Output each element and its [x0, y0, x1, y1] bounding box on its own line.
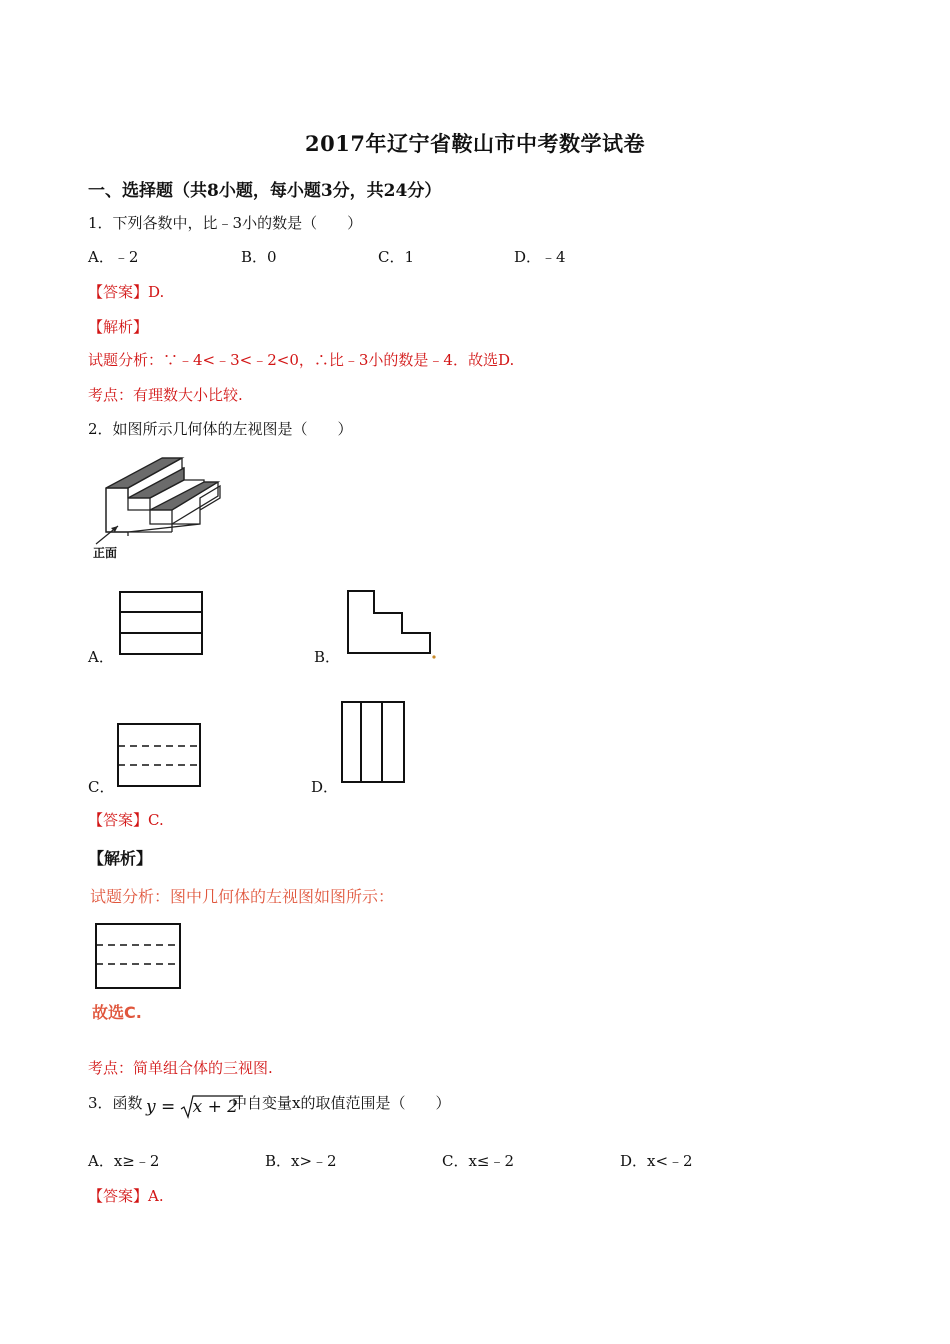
- q3-option-b: B．x>﹣2: [265, 1152, 337, 1170]
- q1-answer: 【答案】D.: [88, 283, 165, 301]
- section-heading: 一、选择题（共8小题，每小题3分，共24分）: [88, 181, 442, 201]
- option-c-dashed-rect: [116, 722, 202, 788]
- q1-stem: 1．下列各数中，比﹣3小的数是（ ）: [88, 214, 363, 232]
- q2-analysis-label: 【解析】: [88, 849, 153, 868]
- option-d-vertical-strips: [340, 700, 406, 784]
- q2-kaodian: 考点：简单组合体的三视图.: [88, 1059, 273, 1077]
- q2-option-b-label: B．: [314, 648, 341, 666]
- q2-conclusion: 故选C.: [92, 1003, 142, 1022]
- q2-option-a-label: A．: [88, 648, 114, 666]
- q3-option-a: A．x≥﹣2: [88, 1152, 160, 1170]
- q2-option-c-label: C．: [88, 778, 115, 796]
- formula-radical: [181, 1097, 238, 1117]
- q1-option-d: D．﹣4: [514, 248, 566, 266]
- q3-stem-suffix: 中自变量x的取值范围是（ ）: [232, 1094, 451, 1112]
- q1-kaodian: 考点：有理数大小比较.: [88, 386, 243, 404]
- formula-radicand: x + 2: [192, 1097, 239, 1117]
- q1-option-c: C．1: [378, 248, 415, 266]
- option-a-three-strip-rect: [118, 590, 204, 656]
- q1-option-b: B．0: [241, 248, 277, 266]
- q2-answer: 【答案】C.: [88, 811, 164, 829]
- front-label: 正面: [93, 546, 118, 560]
- analysis-dashed-rect: [94, 922, 182, 990]
- exam-title: 2017年辽宁省鞍山市中考数学试卷: [305, 131, 645, 156]
- q1-analysis-label: 【解析】: [88, 318, 149, 336]
- formula-lhs: y =: [146, 1097, 176, 1117]
- q2-analysis: 试题分析：图中几何体的左视图如图所示：: [90, 887, 395, 906]
- q3-option-c: C．x≤﹣2: [442, 1152, 515, 1170]
- q1-option-a: A．﹣2: [88, 248, 139, 266]
- q1-analysis: 试题分析：∵﹣4<﹣3<﹣2<0，∴比﹣3小的数是﹣4．故选D.: [88, 351, 515, 369]
- q3-answer: 【答案】A.: [88, 1187, 164, 1205]
- q3-formula: [146, 1097, 238, 1117]
- q2-option-d-label: D．: [311, 778, 339, 796]
- q3-option-d: D．x<﹣2: [620, 1152, 693, 1170]
- option-b-step-shape: [346, 589, 438, 661]
- q2-stem: 2．如图所示几何体的左视图是（ ）: [88, 420, 353, 438]
- q3-stem-prefix: 3．函数: [88, 1094, 143, 1112]
